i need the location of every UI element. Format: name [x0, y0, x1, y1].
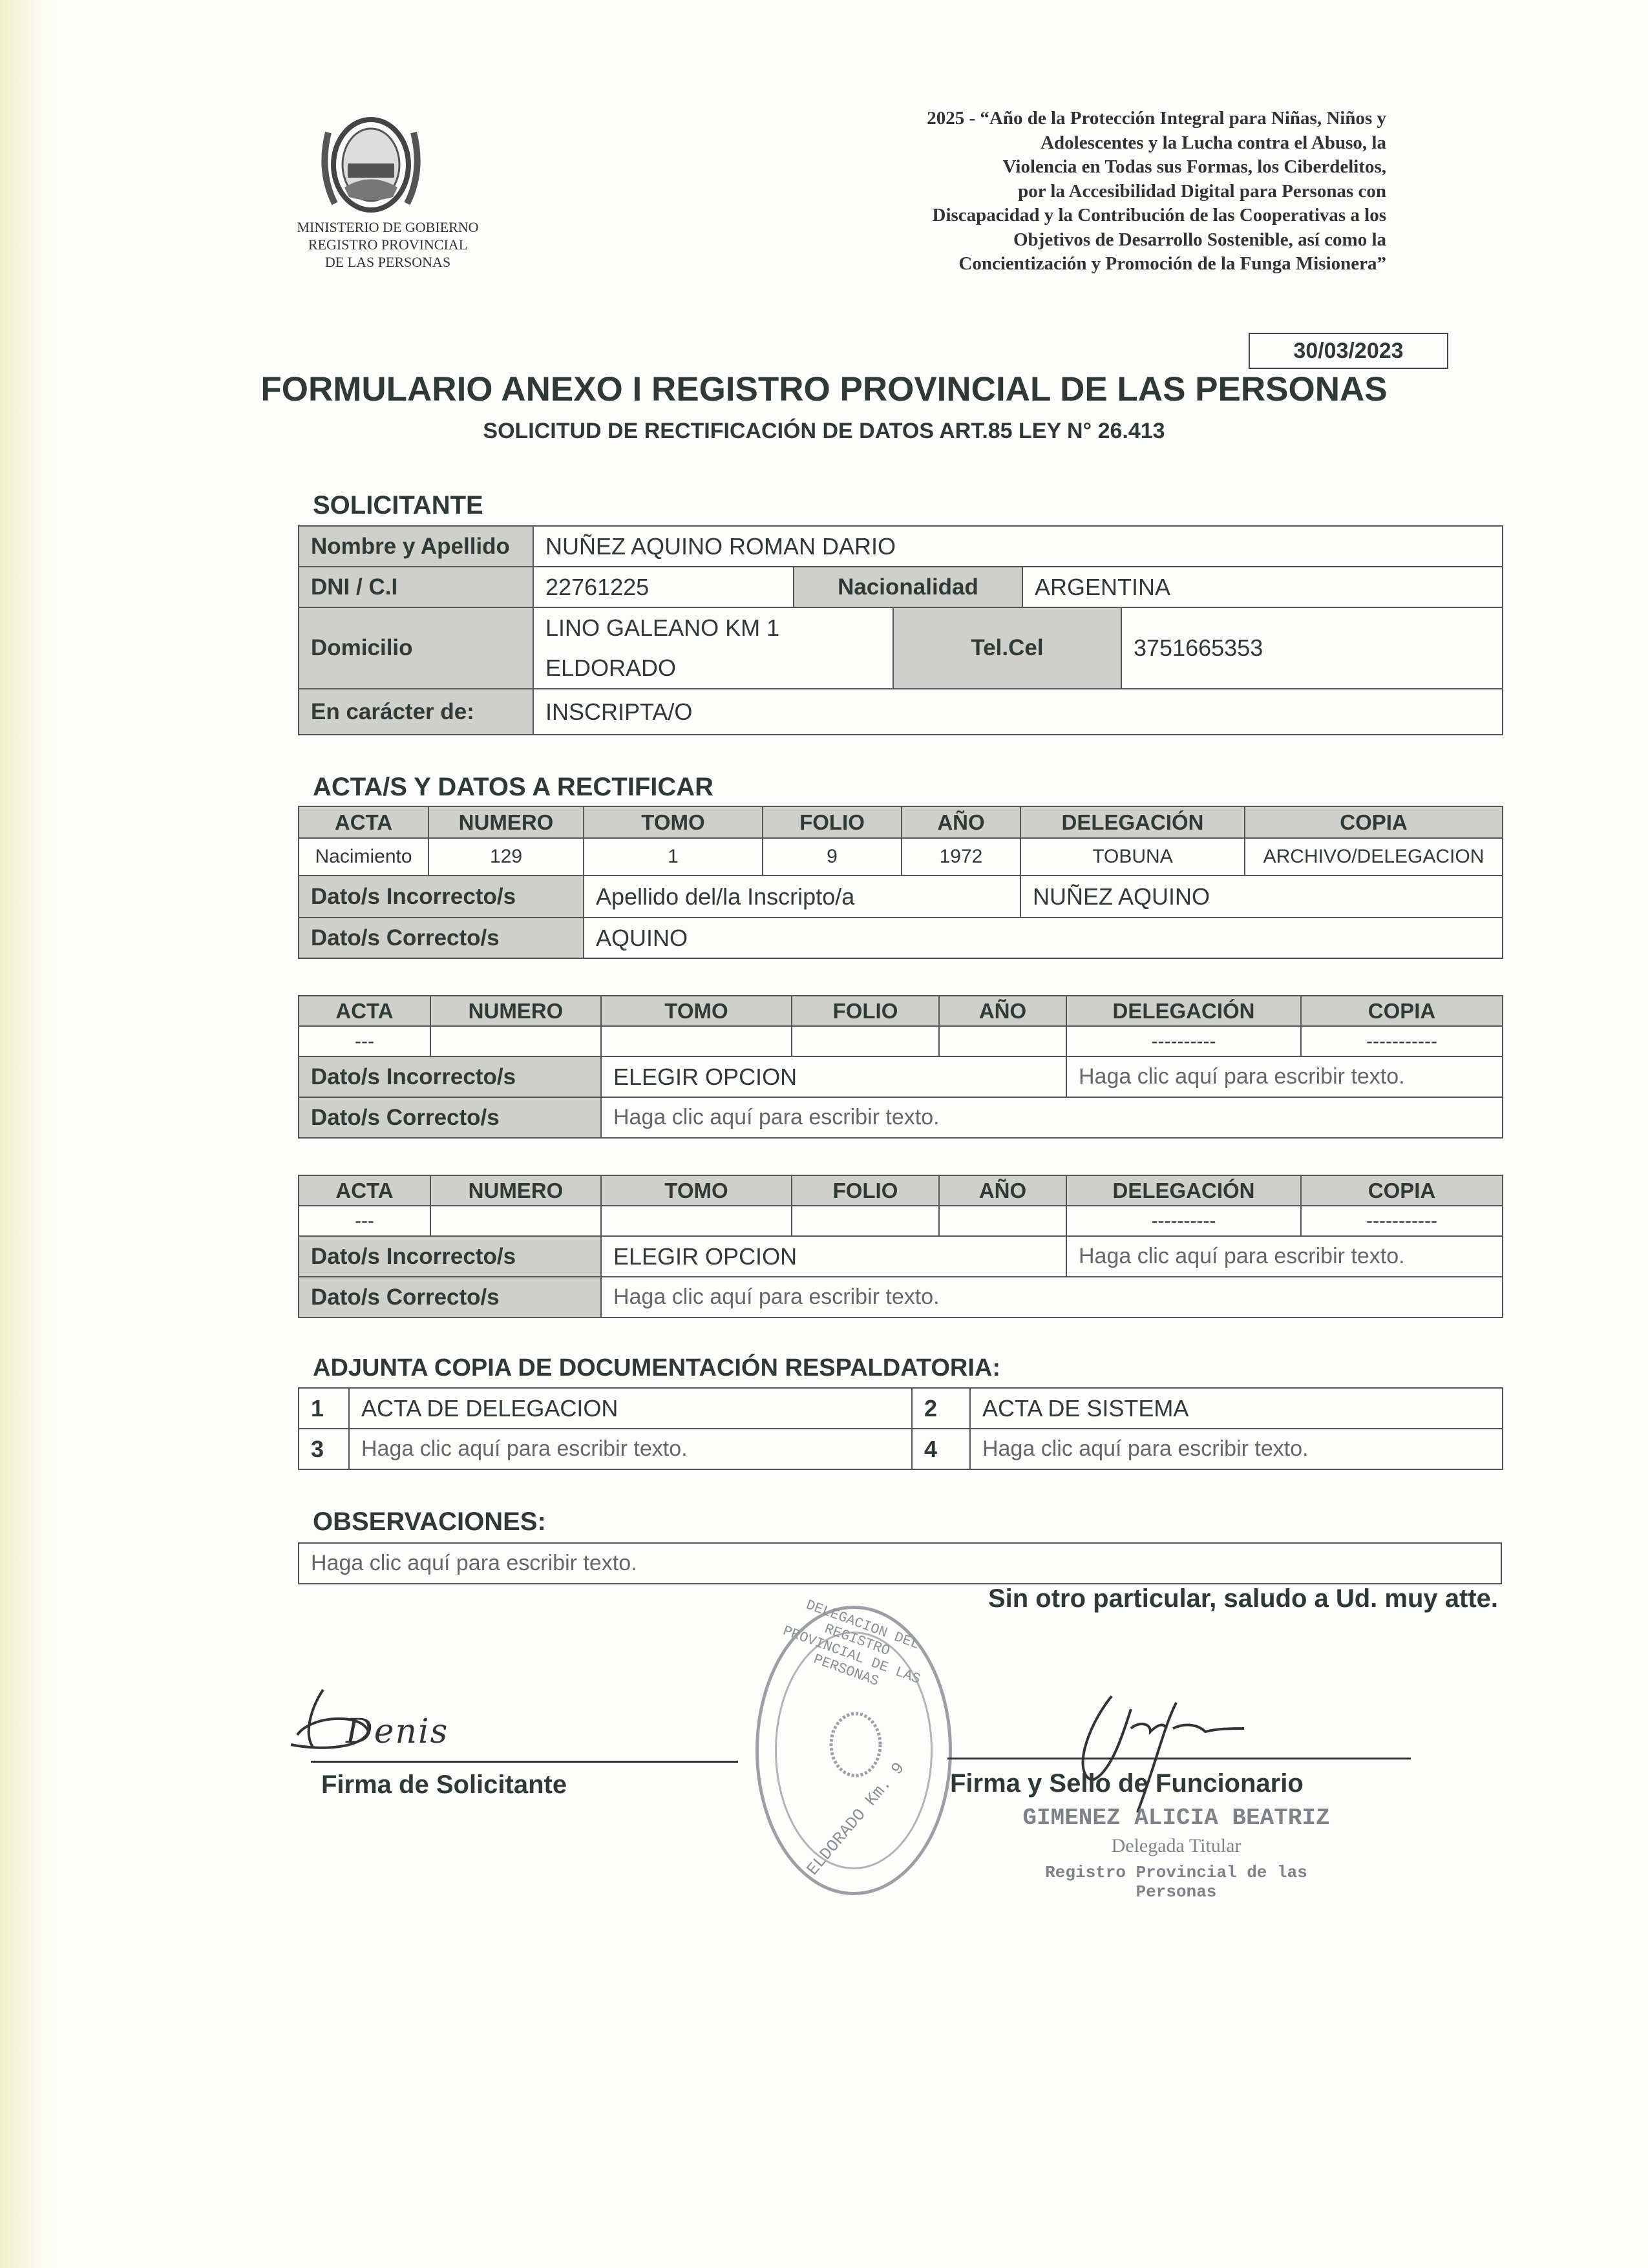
applicant-signature-label: Firma de Solicitante	[321, 1770, 567, 1799]
official-name: GIMENEZ ALICIA BEATRIZ	[1022, 1805, 1330, 1831]
folio-cell[interactable]: 9	[763, 838, 902, 876]
official-role: Delegada Titular	[1111, 1835, 1241, 1856]
numero-cell[interactable]	[430, 1026, 601, 1056]
acta-block-1	[298, 806, 1503, 959]
motto-line: Objetivos de Desarrollo Sostenible, así como la	[1013, 229, 1386, 250]
anio-cell[interactable]: 1972	[902, 838, 1020, 876]
actas-heading: ACTA/S Y DATOS A RECTIFICAR	[313, 773, 714, 801]
motto-line: Discapacidad y la Contribución de las Cooperativas a los	[932, 205, 1386, 226]
col-numero: NUMERO	[428, 806, 584, 838]
col-folio: FOLIO	[792, 996, 939, 1026]
phone-field[interactable]: 3751665353	[1121, 607, 1503, 689]
address-line: ELDORADO	[545, 655, 677, 681]
scan-edge	[0, 0, 58, 2268]
name-field[interactable]: NUÑEZ AQUINO ROMAN DARIO	[533, 526, 1503, 567]
correct-value[interactable]: Haga clic aquí para escribir texto.	[601, 1277, 1503, 1318]
col-tomo: TOMO	[601, 996, 792, 1026]
anio-cell[interactable]	[939, 1206, 1066, 1236]
copia-cell[interactable]: -----------	[1301, 1026, 1503, 1056]
motto-line: Concientización y Promoción de la Funga Misionera”	[958, 253, 1386, 274]
observaciones-field[interactable]: Haga clic aquí para escribir texto.	[299, 1543, 1501, 1584]
anio-cell[interactable]	[939, 1026, 1066, 1056]
official-org: Registro Provincial de las Personas	[1045, 1863, 1307, 1902]
form-title	[0, 370, 1648, 409]
stamp-text: DELEGACION DEL REGISTRO PROVINCIAL DE LAS PERSONAS	[780, 1597, 923, 1690]
motto-line: 2025 - “Año de la Protección Integral para Niñas, Niños y	[927, 108, 1386, 129]
stamp-place: ELDORADO Km. 9	[803, 1758, 909, 1880]
official-signature	[1060, 1690, 1280, 1819]
observaciones-heading: OBSERVACIONES:	[313, 1507, 546, 1536]
applicant-signature: Denis	[346, 1712, 449, 1751]
attachment-1[interactable]: ACTA DE DELEGACION	[349, 1388, 912, 1429]
acta-cell[interactable]: Nacimiento	[299, 838, 428, 876]
folio-cell[interactable]	[792, 1026, 939, 1056]
incorrect-label: Dato/s Incorrecto/s	[299, 1056, 601, 1097]
dni-field[interactable]: 22761225	[533, 567, 794, 607]
form-subtitle-text: SOLICITUD DE RECTIFICACIÓN DE DATOS ART.85 LEY N° 26.413	[483, 419, 1165, 443]
ministry-line: DE LAS PERSONAS	[324, 254, 451, 270]
form-title-text: FORMULARIO ANEXO I REGISTRO PROVINCIAL DE LAS PERSONAS	[260, 370, 1388, 408]
name-label: Nombre y Apellido	[299, 526, 533, 567]
incorrect-label: Dato/s Incorrecto/s	[299, 1236, 601, 1277]
applicant-signature-line	[311, 1761, 738, 1763]
ministry-line: MINISTERIO DE GOBIERNO	[297, 219, 479, 235]
attachment-number: 2	[912, 1388, 970, 1429]
stamp-emblem-icon	[827, 1709, 885, 1780]
col-folio: FOLIO	[763, 806, 902, 838]
adjunta-heading: ADJUNTA COPIA DE DOCUMENTACIÓN RESPALDATORIA:	[313, 1354, 1000, 1381]
correct-label: Dato/s Correcto/s	[299, 918, 584, 958]
col-copia: COPIA	[1245, 806, 1503, 838]
col-delegacion: DELEGACIÓN	[1020, 806, 1245, 838]
acta-block-2	[298, 995, 1503, 1139]
attachment-number: 1	[299, 1388, 349, 1429]
address-line: LINO GALEANO KM 1	[545, 614, 780, 641]
col-copia: COPIA	[1301, 1175, 1503, 1206]
attachment-number: 3	[299, 1429, 349, 1469]
solicitante-table	[298, 525, 1503, 735]
col-delegacion: DELEGACIÓN	[1066, 1175, 1301, 1206]
motto-line: Adolescentes y la Lucha contra el Abuso, la	[1041, 132, 1386, 153]
correct-value[interactable]: Haga clic aquí para escribir texto.	[601, 1097, 1503, 1138]
ministry-block	[278, 218, 498, 271]
correct-label: Dato/s Correcto/s	[299, 1277, 601, 1318]
col-tomo: TOMO	[601, 1175, 792, 1206]
delegacion-cell[interactable]: ----------	[1066, 1206, 1301, 1236]
observaciones-table	[298, 1542, 1502, 1584]
tomo-cell[interactable]	[601, 1026, 792, 1056]
tomo-cell[interactable]	[601, 1206, 792, 1236]
solicitante-heading: SOLICITANTE	[313, 491, 483, 520]
tomo-cell[interactable]: 1	[584, 838, 763, 876]
date-field[interactable]: 30/03/2023	[1249, 333, 1448, 369]
nationality-field[interactable]: ARGENTINA	[1022, 567, 1503, 607]
incorrect-label: Dato/s Incorrecto/s	[299, 876, 584, 918]
official-signature-line	[947, 1758, 1411, 1759]
nationality-label: Nacionalidad	[794, 567, 1022, 607]
attachment-number: 4	[912, 1429, 970, 1469]
incorrect-value[interactable]: NUÑEZ AQUINO	[1020, 876, 1503, 918]
provincial-coat-of-arms-logo	[315, 107, 427, 220]
col-copia: COPIA	[1301, 996, 1503, 1026]
col-folio: FOLIO	[792, 1175, 939, 1206]
col-numero: NUMERO	[430, 996, 601, 1026]
incorrect-field-select[interactable]: Apellido del/la Inscripto/a	[584, 876, 1020, 918]
ministry-line: REGISTRO PROVINCIAL	[308, 236, 468, 253]
delegacion-cell[interactable]: ----------	[1066, 1026, 1301, 1056]
numero-cell[interactable]: 129	[428, 838, 584, 876]
incorrect-field-select[interactable]: ELEGIR OPCION	[601, 1056, 1066, 1097]
col-delegacion: DELEGACIÓN	[1066, 996, 1301, 1026]
attachment-2[interactable]: ACTA DE SISTEMA	[970, 1388, 1503, 1429]
dni-label: DNI / C.I	[299, 567, 533, 607]
motto-line: Violencia en Todas sus Formas, los Ciberdelitos,	[1002, 156, 1386, 177]
address-label: Domicilio	[299, 607, 533, 689]
role-label: En carácter de:	[299, 689, 533, 735]
col-anio: AÑO	[939, 996, 1066, 1026]
acta-cell[interactable]: ---	[299, 1026, 430, 1056]
incorrect-value[interactable]: Haga clic aquí para escribir texto.	[1066, 1236, 1503, 1277]
official-signature-label: Firma y Sello de Funcionario	[950, 1769, 1304, 1798]
col-anio: AÑO	[939, 1175, 1066, 1206]
copia-cell[interactable]: -----------	[1301, 1206, 1503, 1236]
year-motto	[675, 107, 1386, 277]
delegacion-cell[interactable]: TOBUNA	[1020, 838, 1245, 876]
acta-block-3	[298, 1175, 1503, 1318]
copia-cell[interactable]: ARCHIVO/DELEGACION	[1245, 838, 1503, 876]
motto-line: por la Accesibilidad Digital para Personas con	[1018, 180, 1386, 202]
col-numero: NUMERO	[430, 1175, 601, 1206]
closing-text: Sin otro particular, saludo a Ud. muy atte.	[988, 1584, 1498, 1613]
folio-cell[interactable]	[792, 1206, 939, 1236]
correct-label: Dato/s Correcto/s	[299, 1097, 601, 1138]
adjunta-table	[298, 1387, 1503, 1470]
col-acta: ACTA	[299, 996, 430, 1026]
incorrect-value[interactable]: Haga clic aquí para escribir texto.	[1066, 1056, 1503, 1097]
col-tomo: TOMO	[584, 806, 763, 838]
col-anio: AÑO	[902, 806, 1020, 838]
col-acta: ACTA	[299, 1175, 430, 1206]
phone-label: Tel.Cel	[893, 607, 1121, 689]
role-field[interactable]: INSCRIPTA/O	[533, 689, 1503, 735]
numero-cell[interactable]	[430, 1206, 601, 1236]
correct-value[interactable]: AQUINO	[584, 918, 1503, 958]
attachment-4[interactable]: Haga clic aquí para escribir texto.	[970, 1429, 1503, 1469]
acta-cell[interactable]: ---	[299, 1206, 430, 1236]
form-subtitle	[0, 419, 1648, 444]
incorrect-field-select[interactable]: ELEGIR OPCION	[601, 1236, 1066, 1277]
attachment-3[interactable]: Haga clic aquí para escribir texto.	[349, 1429, 912, 1469]
address-field[interactable]	[533, 607, 893, 689]
col-acta: ACTA	[299, 806, 428, 838]
